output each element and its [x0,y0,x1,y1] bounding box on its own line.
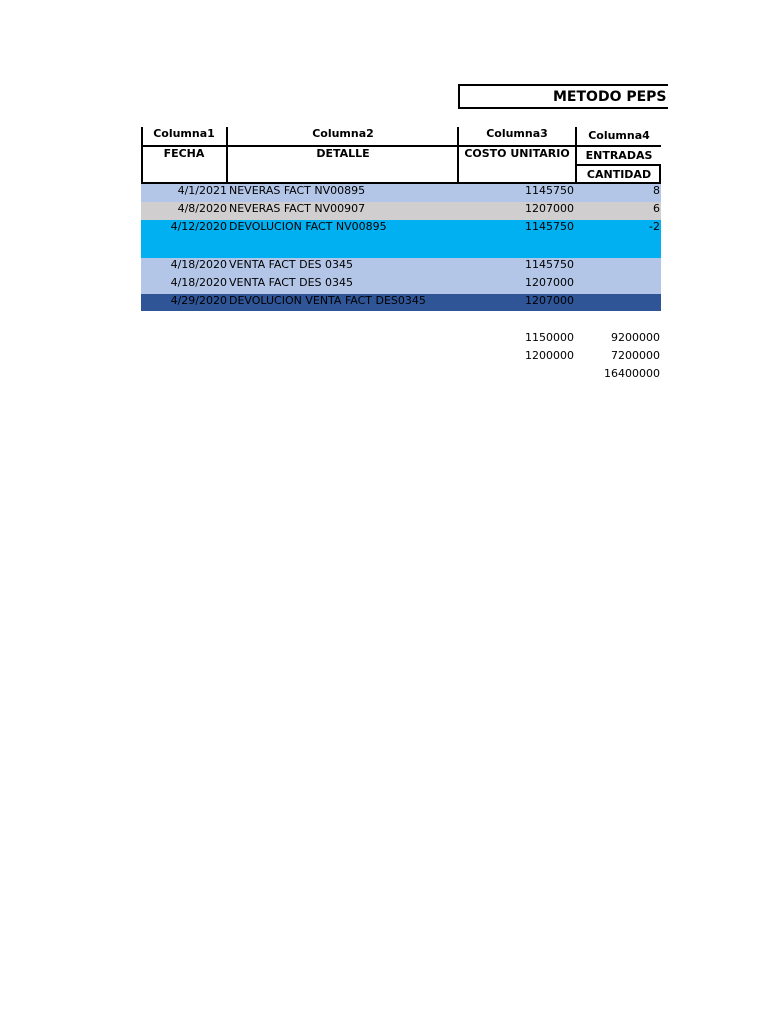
cell-fecha[interactable]: 4/8/2020 [177,202,227,215]
col4-name[interactable]: Columna4 [588,129,650,142]
cell-fecha[interactable]: 4/29/2020 [170,294,227,307]
col2-name[interactable]: Columna2 [312,127,374,140]
cell-cantidad[interactable]: 6 [653,202,660,215]
cell-detalle[interactable]: NEVERAS FACT NV00895 [229,184,366,197]
table-row[interactable] [141,184,661,202]
header-detalle: DETALLE [316,147,370,160]
header-costo-unitario: COSTO UNITARIO [464,147,570,160]
grid-line [141,127,143,184]
total-cell[interactable]: 1200000 [525,349,574,362]
grid-line [575,145,661,147]
cell-detalle[interactable]: NEVERAS FACT NV00907 [229,202,366,215]
table-row[interactable] [141,202,661,220]
table-row[interactable] [141,276,661,294]
col3-name[interactable]: Columna3 [486,127,548,140]
sheet-title-text: METODO PEPS [553,89,667,105]
total-cell[interactable]: 16400000 [604,367,660,380]
cell-fecha[interactable]: 4/18/2020 [170,258,227,271]
cell-costo[interactable]: 1207000 [525,276,574,289]
header-cantidad: CANTIDAD [586,168,652,181]
cell-detalle[interactable]: VENTA FACT DES 0345 [229,258,354,271]
cell-costo[interactable]: 1145750 [525,220,574,233]
cell-detalle[interactable]: VENTA FACT DES 0345 [229,276,354,289]
grid-line [575,164,661,166]
cell-fecha[interactable]: 4/12/2020 [170,220,227,233]
cell-detalle[interactable]: DEVOLUCION FACT NV00895 [229,220,387,233]
grid-line [457,127,459,184]
grid-line [575,127,577,184]
total-cell[interactable]: 9200000 [611,331,660,344]
cell-costo[interactable]: 1207000 [525,202,574,215]
table-row[interactable] [141,258,661,276]
cell-fecha[interactable]: 4/18/2020 [170,276,227,289]
table-row[interactable] [141,220,661,258]
cell-costo[interactable]: 1145750 [525,184,574,197]
table-row[interactable] [141,294,661,311]
total-cell[interactable]: 1150000 [525,331,574,344]
col1-name[interactable]: Columna1 [153,127,215,140]
grid-line [659,164,661,184]
cell-costo[interactable]: 1207000 [525,294,574,307]
cell-cantidad[interactable]: -2 [649,220,660,233]
header-fecha: FECHA [163,147,205,160]
sheet-title [458,84,668,109]
grid-line [226,127,228,184]
header-entradas: ENTRADAS [585,149,653,162]
grid-line [141,145,577,147]
cell-fecha[interactable]: 4/1/2021 [177,184,227,197]
cell-detalle[interactable]: DEVOLUCION VENTA FACT DES0345 [229,294,426,307]
cell-costo[interactable]: 1145750 [525,258,574,271]
cell-cantidad[interactable]: 8 [653,184,660,197]
total-cell[interactable]: 7200000 [611,349,660,362]
